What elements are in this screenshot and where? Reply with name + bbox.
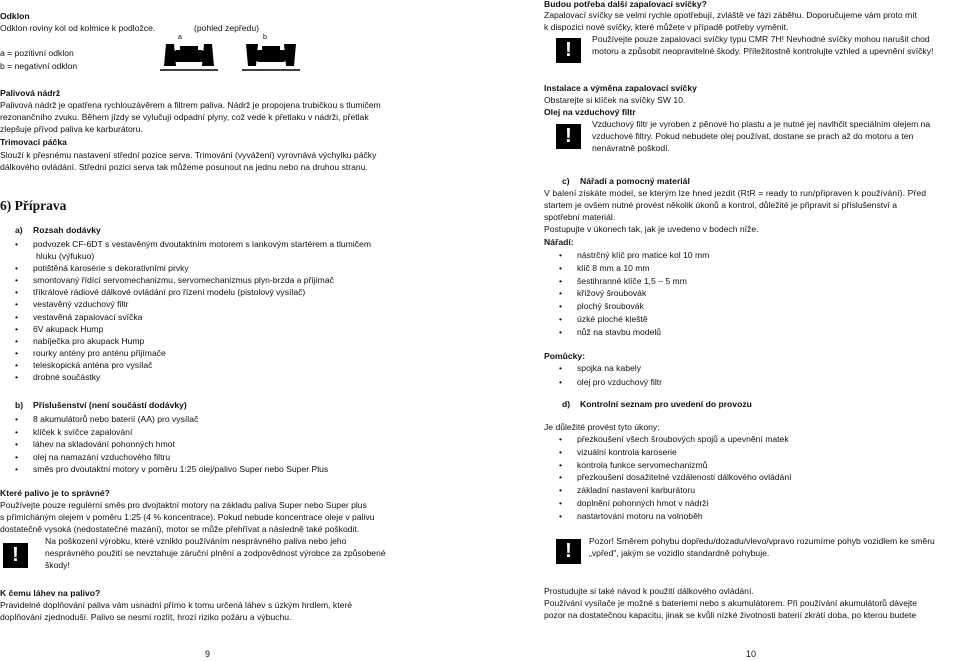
spark-text xyxy=(544,9,917,33)
accessories-title: Příslušenství (není součástí dodávky) xyxy=(33,400,187,410)
fuel-tank-text xyxy=(0,99,381,135)
fuel-tank-line: rezonančního zvuku. Během jízdy se vylučují odpadní plyny, což vede k přetlaku v nádrži, přetlak xyxy=(0,112,369,123)
list-item: • kontrola funkce servomechanizmů xyxy=(544,459,792,472)
accessories-letter: b) xyxy=(15,400,24,410)
odklon-desc: Odklon roviny kol od kolmice k podložce. xyxy=(0,23,156,33)
car-positive-camber-illustration xyxy=(160,40,218,76)
tools-line: V balení získáte model, se kterým lze hned jezdit (RtR = ready to run/připraven k používání). Před xyxy=(544,188,927,198)
filter-title: Olej na vzduchový filtr xyxy=(544,107,636,117)
trim-text xyxy=(0,149,376,173)
list-item: • klíč 8 mm a 10 mm xyxy=(544,262,709,275)
bottle-line: doplňování zjednoduší. Palivo se nesmí rozlít, hrozí riziko požáru a výbuchu. xyxy=(0,612,292,623)
page-number: 10 xyxy=(746,649,757,659)
spark-warning-line: Používejte pouze zapalovací svíčky typu CMR 7H! Nevhodné svíčky mohou narušit chod xyxy=(592,34,930,44)
tools-subtitle: Nářadí: xyxy=(544,237,574,247)
list-item: • vestavěný vzduchový filtr xyxy=(0,298,371,310)
fuel-text xyxy=(0,499,375,535)
warning-icon: ! xyxy=(556,124,581,149)
list-item: • křížový šroubovák xyxy=(544,287,709,300)
accessories-heading xyxy=(15,399,187,411)
tools-title: Nářadí a pomocný materiál xyxy=(580,176,690,186)
section-6-heading: 6) Příprava xyxy=(0,198,67,213)
list-item: • potištěná karosérie s dekorativními prvky xyxy=(0,262,371,274)
tools-line: startem je ovšem nutné provést několik úkonů a kontrol, důležité je připravit si příslušenství a xyxy=(544,200,897,211)
list-item: • nabíječka pro akupack Hump xyxy=(0,335,371,347)
fuel-warning-line: škody! xyxy=(45,560,70,571)
list-item: • 8 akumulátorů nebo baterií (AA) pro vysílač xyxy=(0,413,328,426)
checklist-heading xyxy=(562,398,752,410)
list-item-continuation xyxy=(0,250,371,262)
page-number: 9 xyxy=(205,649,211,659)
fuel-warning-text xyxy=(45,535,386,571)
fuel-warning-line: Na poškození výrobku, které vzniklo používáním nesprávného paliva nebo jeho xyxy=(45,536,347,546)
filter-warning-text xyxy=(592,118,930,154)
trim-line: dálkového ovládání. Střední pozici serva tak můžeme posunout na jednu nebo na druhou stranu. xyxy=(0,162,368,173)
list-item: • smontovaný řídící servomechanizmu, servomechanizmus plyn-brzda a přijímač xyxy=(0,274,371,286)
list-item: • drobné součástky xyxy=(0,371,371,383)
kit-title: Rozsah dodávky xyxy=(33,225,101,235)
list-item: • rourky antény pro anténu přijímače xyxy=(0,347,371,359)
tools-line: Postupujte v úkonech tak, jak je uvedeno v bodech níže. xyxy=(544,224,759,235)
odklon-label-a: a xyxy=(178,34,182,41)
tools-letter: c) xyxy=(562,176,570,186)
kit-letter: a) xyxy=(15,225,23,235)
warning-icon: ! xyxy=(3,543,28,568)
spark-title: Budou potřeba další zapalovací svíčky? xyxy=(544,0,707,9)
filter-warning-line: Vzduchový filtr je vyroben z pěnové ho plastu a je nutné jej navlhčit speciálním olejem na xyxy=(592,119,931,129)
filter-warning-line: vzduchové filtry. Pokud nebudete olej používat, dostane se prach až do motoru a ten xyxy=(592,131,914,142)
list-item: • teleskopická anténa pro vysílač xyxy=(0,359,371,371)
list-item: • základní nastavení karburátoru xyxy=(544,484,792,497)
footer-line: Používání vysílače je možné s bateriemi nebo s akumulátorem. Při používání akumulátorů dávejte xyxy=(544,598,918,609)
aids-subtitle: Pomůcky: xyxy=(544,351,586,361)
list-item: • 6V akupack Hump xyxy=(0,323,371,335)
tool-list xyxy=(544,249,709,339)
checklist-title: Kontrolní seznam pro uvedení do provozu xyxy=(580,399,752,409)
list-item: • přezkoušení dosažitelné vzdálenosti dálkového ovládání xyxy=(544,471,792,484)
spark-warning-line: motoru a způsobit neopravitelné škody. Příležitostně kontrolujte vzhled a upevnění svíčky! xyxy=(592,46,934,57)
odklon-negative: b = negativní odklon xyxy=(0,61,78,71)
install-title: Instalace a výměna zapalovací svíčky xyxy=(544,83,697,93)
checklist-warning-text xyxy=(589,535,935,559)
kit-list xyxy=(0,238,371,383)
fuel-tank-line: zlepšuje přívod paliva ke karburátoru. xyxy=(0,124,143,135)
fuel-line: dostatečně vysoká (nedostatečné mazání), motor se může přehřívat a následně také poškodit. xyxy=(0,524,360,535)
bottle-text xyxy=(0,599,352,623)
car-negative-camber-illustration xyxy=(242,40,300,76)
spark-warning-text xyxy=(592,33,933,57)
bottle-title: K čemu láhev na palivo? xyxy=(0,588,101,598)
list-item: • nástrčný klíč pro matice kol 10 mm xyxy=(544,249,709,262)
list-item: • nastartování motoru na volnoběh xyxy=(544,510,792,523)
footer-line: Prostudujte si také návod k použití dálkového ovládání. xyxy=(544,586,754,596)
checklist-list xyxy=(544,433,792,523)
footer-text xyxy=(544,585,917,621)
checklist-intro: Je důležité provést tyto úkony: xyxy=(544,422,660,432)
list-item: • vestavěná zapalovací svíčka xyxy=(0,311,371,323)
trim-line: Slouží k přesnému nastavení střední pozice serva. Trimování (vyvážení) vyrovnává výchylku páčky xyxy=(0,150,377,160)
install-line: Obstarejte si klíček na svíčky SW 10. xyxy=(544,95,686,105)
list-item: • nůž na stavbu modelů xyxy=(544,326,709,339)
spark-line: k dispozici nové svíčky, které můžete v případě potřeby vyměnit. xyxy=(544,22,789,33)
odklon-positive: a = pozitivní odklon xyxy=(0,48,74,58)
aid-list xyxy=(544,362,662,389)
odklon-title: Odklon xyxy=(0,11,30,21)
accessories-list xyxy=(0,413,328,476)
list-item: • vizuální kontrola karoserie xyxy=(544,446,792,459)
fuel-line: s přimícháným olejem v poměru 1:25 (4 % koncentrace). Pokud nebude koncentrace oleje v palivu xyxy=(0,512,375,523)
warning-icon: ! xyxy=(556,539,581,564)
filter-warning-line: nenávratně poškodí. xyxy=(592,143,670,154)
fuel-warning-line: nesprávného použití se nevztahuje záruční plnění a zodpovědnost výrobce za způsobené xyxy=(45,548,386,559)
odklon-view: (pohled zepředu) xyxy=(194,23,259,33)
checklist-warning-line: „vpřed", jakým se vozidlo standardně pohybuje. xyxy=(589,548,770,559)
kit-heading xyxy=(15,224,101,236)
fuel-line: Používejte pouze regulérní směs pro dvojtaktní motory na základu paliva Super nebo Super plus xyxy=(0,500,367,510)
trim-title: Trimovací páčka xyxy=(0,137,67,147)
odklon-label-b: b xyxy=(263,34,267,41)
list-item: • podvozek CF-6DT s vestavěným dvoutaktním motorem s lankovým startérem a tlumičem xyxy=(0,238,371,250)
checklist-warning-line: Pozor! Směrem pohybu dopředu/dozadu/vlevo/vpravo rozumíme pohyb vozidlem ke směru xyxy=(589,536,935,546)
list-item: • přezkoušení všech šroubových spojů a upevnění matek xyxy=(544,433,792,446)
list-item: • spojka na kabely xyxy=(544,362,662,376)
tools-heading xyxy=(562,175,690,187)
list-item: • olej pro vzduchový filtr xyxy=(544,376,662,390)
list-item: • olej na namazání vzduchového filtru xyxy=(0,451,328,464)
list-item: • směs pro dvoutaktní motory v poměru 1:25 olej/palivo Super nebo Super Plus xyxy=(0,463,328,476)
list-item: • úzké ploché kleště xyxy=(544,313,709,326)
fuel-tank-title: Palivová nádrž xyxy=(0,88,61,98)
list-item: • klíček k svíčce zapalování xyxy=(0,426,328,439)
tools-line: spotřební materiál. xyxy=(544,212,616,223)
footer-line: pozor na dostatečnou kapacitu, jinak se kvůli nízké životnosti baterií zkrátí doba, po kterou budete xyxy=(544,610,917,621)
fuel-title: Které palivo je to správné? xyxy=(0,488,110,498)
spark-line: Zapalovací svíčky se velmi rychle opotřebují, zvláště ve fázi záběhu. Doporučujeme vám proto mít xyxy=(544,10,918,20)
warning-icon: ! xyxy=(556,38,581,63)
list-item: • tříkrálové rádiové dálkové ovládání pro řízení modelu (pistolový vysílač) xyxy=(0,286,371,298)
list-item: • láhev na skladování pohonných hmot xyxy=(0,438,328,451)
bottle-line: Pravidelné doplňování paliva vám usnadní přímo k tomu určená láhev s úzkým hrdlem, které xyxy=(0,600,353,610)
checklist-letter: d) xyxy=(562,399,571,409)
list-item: • plochý šroubovák xyxy=(544,300,709,313)
fuel-tank-line: Palivová nádrž je opatřena rychlouzávěrem a filtrem paliva. Nádrž je propojena trubičkou s tlumičem xyxy=(0,100,381,110)
list-item: • doplnění pohonných hmot v nádrži xyxy=(544,497,792,510)
tools-text xyxy=(544,187,954,235)
list-item: • šestihranné klíče 1,5 – 5 mm xyxy=(544,275,709,288)
list-item-text: hluku (výfukuo) xyxy=(36,251,95,262)
